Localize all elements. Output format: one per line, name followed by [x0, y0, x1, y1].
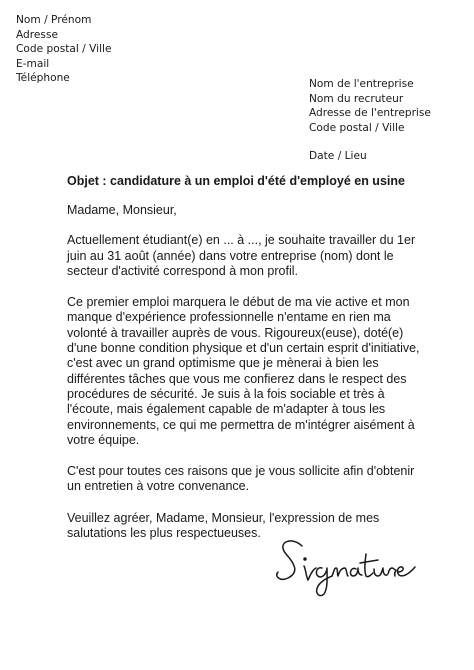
- paragraph-line: salutations les plus respectueuses.: [67, 526, 261, 541]
- paragraph-line: volonté à travailler auprès de vous. Rigoureux(euse), doté(e): [67, 325, 404, 340]
- paragraph-line: l'écoute, mais également capable de m'adapter à tous les: [67, 402, 386, 417]
- sender-phone: Téléphone: [16, 72, 70, 85]
- paragraph-line: c'est avec un grand optimisme que je mènerai à bien les: [67, 356, 379, 371]
- sender-block: [16, 13, 111, 86]
- sender-name: Nom / Prénom: [16, 14, 92, 26]
- sender-email: E-mail: [16, 57, 50, 70]
- paragraph-line: d'une bonne condition physique et d'un certain esprit d'initiative,: [67, 341, 420, 356]
- paragraph-line: Actuellement étudiant(e) en ... à ..., je souhaite travailler du 1er: [67, 233, 416, 248]
- salutation: [67, 203, 412, 218]
- paragraph-line: environnements, ce qui me permettra de m'intégrer aisément à: [67, 417, 415, 432]
- recipient-postal-city: Code postal / Ville: [309, 121, 405, 134]
- paragraph-line: secteur d'activité correspond à mon profil.: [67, 263, 298, 278]
- paragraph-line: différentes tâches que vous me confierez dans le respect des: [67, 371, 407, 386]
- paragraph-line: Ce premier emploi marquera le début de ma vie active et mon: [67, 295, 410, 310]
- sender-address: Adresse: [16, 28, 58, 41]
- handwritten-signature: [270, 528, 430, 598]
- paragraph-line: un entretien à votre convenance.: [67, 479, 250, 494]
- paragraph-motivation: [67, 295, 420, 448]
- paragraph-request: [67, 464, 415, 495]
- recipient-address: Adresse de l'entreprise: [309, 107, 431, 120]
- paragraph-line: C'est pour toutes ces raisons que je vous sollicite afin d'obtenir: [67, 464, 415, 479]
- paragraph-line: Veuillez agréer, Madame, Monsieur, l'expression de mes: [67, 510, 380, 525]
- letter-body: [67, 203, 420, 557]
- sender-postal-city: Code postal / Ville: [16, 43, 112, 56]
- salutation-text: Madame, Monsieur,: [67, 203, 177, 217]
- subject-line: Objet : candidature à un emploi d'été d'employé en usine: [67, 174, 405, 188]
- date-place: Date / Lieu: [309, 150, 367, 162]
- paragraph-line: juin au 31 août (année) dans votre entreprise (nom) dont le: [67, 248, 394, 263]
- recipient-block: [309, 77, 431, 135]
- paragraph-line: manque d'expérience professionnelle n'entame en rien ma: [67, 310, 391, 325]
- recipient-recruiter: Nom du recruteur: [309, 92, 404, 105]
- recipient-company: Nom de l'entreprise: [309, 78, 414, 90]
- paragraph-intro: [67, 233, 416, 279]
- paragraph-line: votre équipe.: [67, 432, 140, 447]
- paragraph-line: procédures de sécurité. Je suis à la fois sociable et très à: [67, 386, 385, 401]
